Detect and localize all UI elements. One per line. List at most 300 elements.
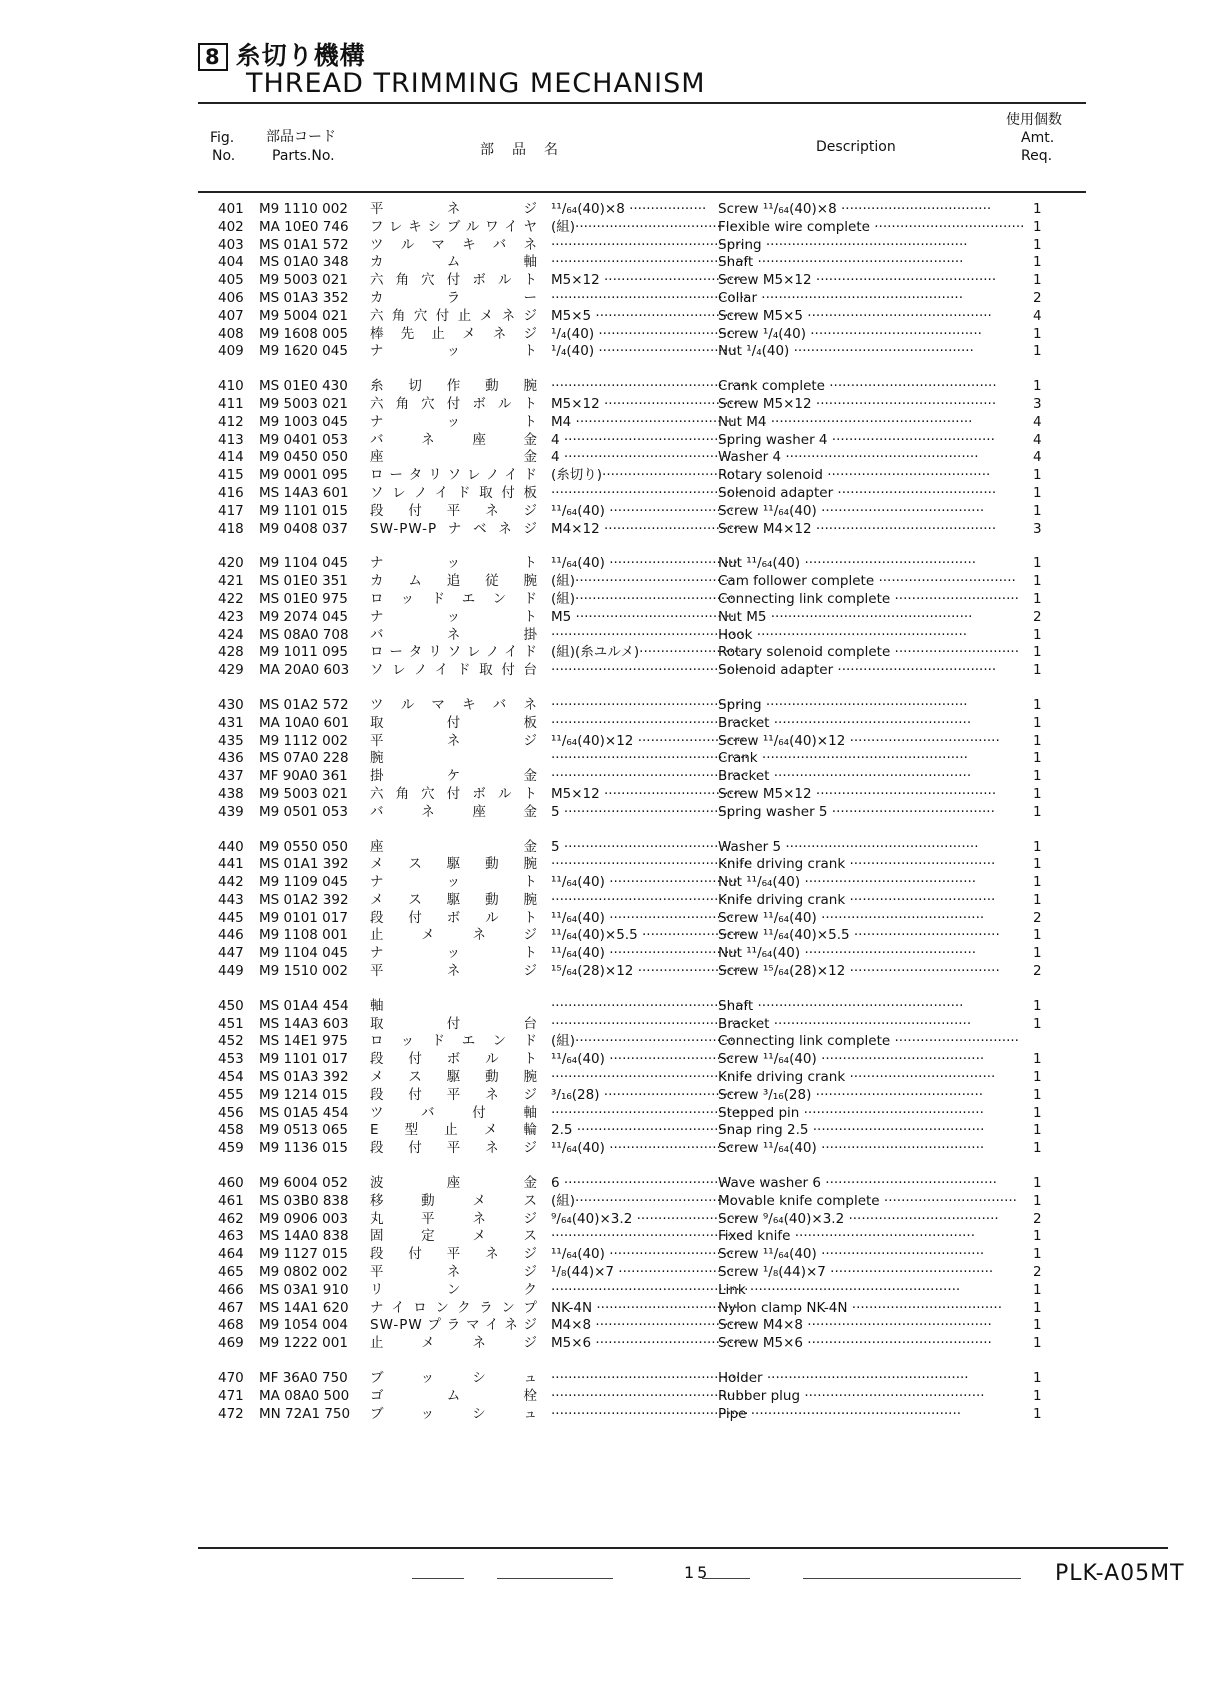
part-number: MS 01A3 352 — [259, 289, 349, 306]
description: Movable knife complete ······························· — [718, 1192, 1017, 1209]
description: Screw M4×8 ··········································· — [718, 1317, 992, 1334]
quantity: 2 — [1033, 909, 1042, 926]
row-group — [0, 697, 1222, 822]
quantity: 1 — [1033, 272, 1042, 289]
description: Screw M5×6 ··········································· — [718, 1335, 992, 1352]
table-row — [0, 1264, 1222, 1282]
spec: ·············································· — [551, 378, 749, 395]
fig-no: 422 — [218, 590, 244, 607]
part-number: MS 01A4 454 — [259, 997, 349, 1014]
part-number: M9 5003 021 — [259, 395, 348, 412]
description: Nut M5 ··············································· — [718, 608, 973, 625]
fig-no: 429 — [218, 662, 244, 679]
quantity: 1 — [1033, 1405, 1042, 1422]
row-group — [0, 998, 1222, 1158]
spec: ·············································· — [551, 1281, 749, 1298]
description: Screw ¹¹/₆₄(40) ······································ — [718, 1051, 985, 1068]
quantity: 1 — [1033, 1069, 1042, 1086]
table-row — [0, 503, 1222, 521]
table-row — [0, 1246, 1222, 1264]
part-name-jp: リンク — [370, 1281, 538, 1298]
fig-no: 403 — [218, 236, 244, 253]
description: Solenoid adapter ····································· — [718, 484, 997, 501]
description: Washer 4 ············································· — [718, 449, 979, 466]
table-row — [0, 1300, 1222, 1318]
description: Knife driving crank ·································· — [718, 1069, 996, 1086]
spec: ·············································· — [551, 1015, 749, 1032]
fig-no: 461 — [218, 1192, 244, 1209]
description: Screw ¹¹/₆₄(40) ······································ — [718, 1246, 985, 1263]
fig-no: 412 — [218, 413, 244, 430]
table-row — [0, 1406, 1222, 1424]
part-name-jp: 段付平ネジ — [370, 502, 538, 519]
table-row — [0, 1211, 1222, 1229]
part-number: MS 14A1 620 — [259, 1299, 349, 1316]
description: Nut ¹¹/₆₄(40) ········································ — [718, 945, 977, 962]
part-number: MA 20A0 603 — [259, 662, 350, 679]
quantity: 1 — [1033, 696, 1042, 713]
part-number: MS 01A2 392 — [259, 891, 349, 908]
table-row — [0, 326, 1222, 344]
description: Wave washer 6 ········································ — [718, 1175, 997, 1192]
part-number: MS 01A3 392 — [259, 1069, 349, 1086]
fig-no: 456 — [218, 1104, 244, 1121]
table-row — [0, 750, 1222, 768]
quantity: 1 — [1033, 997, 1042, 1014]
spec: ¹/₄(40) ································ — [551, 325, 736, 342]
part-number: M9 5003 021 — [259, 272, 348, 289]
part-number: MS 03B0 838 — [259, 1192, 349, 1209]
quantity: 1 — [1033, 768, 1042, 785]
quantity: 1 — [1033, 891, 1042, 908]
part-name-jp: ナット — [370, 413, 538, 430]
description: Bracket ·············································· — [718, 714, 972, 731]
table-row — [0, 449, 1222, 467]
quantity: 1 — [1033, 236, 1042, 253]
quantity: 1 — [1033, 1140, 1042, 1157]
spec: ·············································· — [551, 662, 749, 679]
part-name-jp: 取付台 — [370, 1015, 538, 1032]
row-group — [0, 555, 1222, 680]
description: Spring washer 5 ······································ — [718, 803, 995, 820]
description: Holder ··············································· — [718, 1370, 969, 1387]
quantity: 1 — [1033, 1299, 1042, 1316]
part-number: MS 01A0 348 — [259, 254, 349, 271]
spec: M5×12 ································ — [551, 272, 742, 289]
fig-no: 472 — [218, 1405, 244, 1422]
quantity: 4 — [1033, 449, 1042, 466]
part-name-jp: 平ネジ — [370, 732, 538, 749]
spec: 5 ······································· — [551, 838, 732, 855]
spec: (組)····································· — [551, 590, 734, 607]
description: Pipe ················································· — [718, 1405, 962, 1422]
fig-no: 416 — [218, 484, 244, 501]
part-name-jp: 軸 — [370, 997, 385, 1014]
fig-no: 411 — [218, 395, 244, 412]
spec: NK-4N ·································· — [551, 1299, 743, 1316]
part-number: MS 01E0 975 — [259, 590, 348, 607]
part-number: MS 01E0 430 — [259, 378, 348, 395]
part-number: M9 1136 015 — [259, 1140, 348, 1157]
quantity: 1 — [1033, 785, 1042, 802]
spec: ·············································· — [551, 484, 749, 501]
quantity: 1 — [1033, 1317, 1042, 1334]
fig-no: 407 — [218, 307, 244, 324]
spec: ·············································· — [551, 254, 749, 271]
part-name-jp: ブッシュ — [370, 1405, 538, 1422]
quantity: 2 — [1033, 289, 1042, 306]
table-row — [0, 768, 1222, 786]
part-number: M9 1108 001 — [259, 927, 348, 944]
fig-no: 428 — [218, 644, 244, 661]
fig-no: 436 — [218, 750, 244, 767]
part-name-jp: ナット — [370, 555, 538, 572]
part-name-jp: 六角穴付ボルト — [370, 785, 538, 802]
description: Connecting link complete ····························· — [718, 590, 1019, 607]
part-number: MF 36A0 750 — [259, 1370, 348, 1387]
fig-no: 402 — [218, 218, 244, 235]
table-row — [0, 432, 1222, 450]
spec: ·············································· — [551, 1104, 749, 1121]
fig-no: 450 — [218, 997, 244, 1014]
fig-no: 471 — [218, 1387, 244, 1404]
spec: ·············································· — [551, 750, 749, 767]
part-number: MS 03A1 910 — [259, 1281, 349, 1298]
description: Nut ¹¹/₆₄(40) ········································ — [718, 874, 977, 891]
part-number: M9 1003 045 — [259, 413, 348, 430]
section-number-box: 8 — [198, 43, 228, 71]
description: Spring ··············································· — [718, 236, 968, 253]
row-group — [0, 1370, 1222, 1423]
quantity: 1 — [1033, 573, 1042, 590]
description: Shaft ················································ — [718, 254, 964, 271]
quantity: 1 — [1033, 343, 1042, 360]
quantity: 1 — [1033, 1228, 1042, 1245]
description: Screw ¹¹/₆₄(40)×8 ··································· — [718, 201, 992, 217]
part-name-jp: 段付平ネジ — [370, 1086, 538, 1103]
description: Knife driving crank ·································· — [718, 891, 996, 908]
description: Screw M4×12 ·········································· — [718, 520, 997, 537]
part-name-jp: ナット — [370, 608, 538, 625]
table-row — [0, 485, 1222, 503]
table-row — [0, 1193, 1222, 1211]
spec: ¹¹/₆₄(40) ······························ — [551, 1140, 738, 1157]
table-row — [0, 609, 1222, 627]
spec: ·············································· — [551, 1228, 749, 1245]
part-number: M9 0001 095 — [259, 467, 348, 484]
part-name-jp: 平ネジ — [370, 1264, 538, 1281]
part-name-jp: ナット — [370, 343, 538, 360]
spec: ¹¹/₆₄(40)×5.5 ························ — [551, 927, 745, 944]
description: Screw M5×5 ··········································· — [718, 307, 992, 324]
quantity: 1 — [1033, 484, 1042, 501]
spec: M4×12 ································ — [551, 520, 742, 537]
col-parts-code-jp: 部品コード — [266, 129, 336, 145]
table-row — [0, 910, 1222, 928]
description: Stepped pin ·········································· — [718, 1104, 984, 1121]
spec: ·············································· — [551, 997, 749, 1014]
part-name-jp: 段付ボルト — [370, 1051, 538, 1068]
table-row — [0, 201, 1222, 219]
part-name-jp: ソレノイド取付板 — [370, 484, 538, 501]
description: Screw ¹/₈(44)×7 ······································ — [718, 1264, 994, 1281]
part-number: M9 1054 004 — [259, 1317, 348, 1334]
table-row — [0, 254, 1222, 272]
col-amt: Amt. — [1021, 130, 1055, 146]
part-number: M9 1101 017 — [259, 1051, 348, 1068]
part-name-jp: 座金 — [370, 838, 538, 855]
table-row — [0, 378, 1222, 396]
row-group — [0, 1175, 1222, 1353]
quantity: 1 — [1033, 1335, 1042, 1352]
fig-no: 468 — [218, 1317, 244, 1334]
spec: ¹¹/₆₄(40) ······························ — [551, 945, 738, 962]
description: Connecting link complete ····························· — [718, 1033, 1019, 1050]
part-number: MA 08A0 500 — [259, 1387, 350, 1404]
part-name-jp: カム追従腕 — [370, 573, 538, 590]
fig-no: 437 — [218, 768, 244, 785]
section-title-jp — [198, 36, 366, 72]
spec: ¹¹/₆₄(40) ······························ — [551, 1246, 738, 1263]
table-row — [0, 1282, 1222, 1300]
part-name-jp: ツバ付軸 — [370, 1104, 538, 1121]
table-row — [0, 856, 1222, 874]
spec: M4×8 ··································· — [551, 1317, 746, 1334]
table-row — [0, 733, 1222, 751]
description: Screw ¹/₄(40) ········································ — [718, 325, 982, 342]
part-number: M9 2074 045 — [259, 608, 348, 625]
fig-no: 443 — [218, 891, 244, 908]
part-name-jp: カラー — [370, 289, 538, 306]
spec: ·············································· — [551, 626, 749, 643]
part-number: M9 1510 002 — [259, 963, 348, 980]
part-name-jp: メス駆動腕 — [370, 856, 538, 873]
description: Screw ¹¹/₆₄(40)×12 ··································· — [718, 732, 1000, 749]
table-row — [0, 1140, 1222, 1158]
table-row — [0, 715, 1222, 733]
quantity: 1 — [1033, 803, 1042, 820]
spec: ·············································· — [551, 696, 749, 713]
table-row — [0, 874, 1222, 892]
part-number: M9 0906 003 — [259, 1210, 348, 1227]
spec: ·············································· — [551, 1387, 749, 1404]
table-row — [0, 308, 1222, 326]
part-number: MA 10A0 601 — [259, 714, 350, 731]
table-row — [0, 1175, 1222, 1193]
table-row — [0, 662, 1222, 680]
quantity: 1 — [1033, 856, 1042, 873]
table-row — [0, 272, 1222, 290]
fig-no: 423 — [218, 608, 244, 625]
fig-no: 453 — [218, 1051, 244, 1068]
part-name-jp: 六角穴付ボルト — [370, 395, 538, 412]
part-name-jp: ロッドエンド — [370, 1033, 538, 1050]
fig-no: 404 — [218, 254, 244, 271]
quantity: 3 — [1033, 520, 1042, 537]
fig-no: 410 — [218, 378, 244, 395]
part-name-jp: メス駆動腕 — [370, 1069, 538, 1086]
part-name-jp: ロッドエンド — [370, 590, 538, 607]
spec: M5×12 ································ — [551, 395, 742, 412]
table-row — [0, 237, 1222, 255]
part-name-jp: ナイロンクランプ — [370, 1299, 538, 1316]
quantity: 1 — [1033, 1175, 1042, 1192]
spec: ·············································· — [551, 768, 749, 785]
description: Link ················································· — [718, 1281, 961, 1298]
fig-no: 455 — [218, 1086, 244, 1103]
quantity: 2 — [1033, 608, 1042, 625]
row-group — [0, 839, 1222, 981]
part-number: MS 01A1 392 — [259, 856, 349, 873]
table-row — [0, 414, 1222, 432]
description: Bracket ·············································· — [718, 1015, 972, 1032]
table-row — [0, 591, 1222, 609]
model-number: PLK-A05MT — [1055, 1561, 1185, 1586]
part-name-jp: 段付平ネジ — [370, 1140, 538, 1157]
quantity: 1 — [1033, 750, 1042, 767]
quantity: 1 — [1033, 714, 1042, 731]
part-name-jp: SW-PW-Pナベネジ — [370, 520, 538, 537]
description: Rubber plug ·········································· — [718, 1387, 985, 1404]
part-number: M9 1608 005 — [259, 325, 348, 342]
description: Nut ¹¹/₆₄(40) ········································ — [718, 555, 977, 572]
part-number: M9 1104 045 — [259, 555, 348, 572]
spec: M5×12 ································ — [551, 785, 742, 802]
table-row — [0, 839, 1222, 857]
quantity: 3 — [1033, 395, 1042, 412]
part-number: M9 0550 050 — [259, 838, 348, 855]
table-row — [0, 927, 1222, 945]
table-row — [0, 697, 1222, 715]
section-title-en: THREAD TRIMMING MECHANISM — [246, 68, 706, 99]
part-name-jp: SW-PWプラマイネジ — [370, 1317, 538, 1334]
part-name-jp: ロータリソレノイド — [370, 644, 538, 661]
description: Rotary solenoid ······································ — [718, 467, 991, 484]
spec: ¹¹/₆₄(40) ······························ — [551, 909, 738, 926]
part-number: M9 1127 015 — [259, 1246, 348, 1263]
part-name-jp: 移動メス — [370, 1192, 538, 1209]
part-number: M9 1101 015 — [259, 502, 348, 519]
spec: (組)····································· — [551, 573, 734, 590]
table-row — [0, 573, 1222, 591]
part-name-jp: 糸切作動腕 — [370, 378, 538, 395]
quantity: 1 — [1033, 325, 1042, 342]
spec: ¹¹/₆₄(40) ······························ — [551, 555, 738, 572]
spec: M5×6 ··································· — [551, 1335, 746, 1352]
part-name-jp: カム軸 — [370, 254, 538, 271]
fig-no: 439 — [218, 803, 244, 820]
quantity: 1 — [1033, 1387, 1042, 1404]
quantity: 1 — [1033, 218, 1042, 235]
description: Screw ⁹/₆₄(40)×3.2 ··································· — [718, 1210, 999, 1227]
table-row — [0, 1388, 1222, 1406]
description: Screw ¹¹/₆₄(40) ······································ — [718, 502, 985, 519]
description: Bracket ·············································· — [718, 768, 972, 785]
col-qty-jp: 使用個数 — [1006, 112, 1062, 128]
spec: ·············································· — [551, 236, 749, 253]
spec: ¹/₄(40) ································ — [551, 343, 736, 360]
description: Spring ··············································· — [718, 696, 968, 713]
part-number: M9 1104 045 — [259, 945, 348, 962]
spec: ·············································· — [551, 1370, 749, 1387]
quantity: 1 — [1033, 555, 1042, 572]
quantity: 1 — [1033, 201, 1042, 217]
part-name-jp: ツルマキバネ — [370, 696, 538, 713]
part-number: MS 01E0 351 — [259, 573, 348, 590]
part-name-jp: ナット — [370, 945, 538, 962]
description: Screw ¹¹/₆₄(40) ······································ — [718, 1140, 985, 1157]
table-row — [0, 1016, 1222, 1034]
part-name-jp: ゴム栓 — [370, 1387, 538, 1404]
quantity: 1 — [1033, 838, 1042, 855]
spec: M5 ····································· — [551, 608, 735, 625]
spec: ¹¹/₆₄(40) ······························ — [551, 1051, 738, 1068]
part-number: M9 0408 037 — [259, 520, 348, 537]
part-number: M9 1620 045 — [259, 343, 348, 360]
fig-no: 446 — [218, 927, 244, 944]
fig-no: 460 — [218, 1175, 244, 1192]
part-number: MA 10E0 746 — [259, 218, 349, 235]
footer-dash — [702, 1578, 750, 1579]
description: Snap ring 2.5 ········································ — [718, 1122, 985, 1139]
fig-no: 409 — [218, 343, 244, 360]
part-name-jp: ロータリソレノイド — [370, 467, 538, 484]
part-number: MS 01A2 572 — [259, 696, 349, 713]
header-top-rule — [198, 102, 1086, 104]
spec: ·············································· — [551, 1069, 749, 1086]
table-row — [0, 1228, 1222, 1246]
table-row — [0, 555, 1222, 573]
fig-no: 441 — [218, 856, 244, 873]
spec: ¹¹/₆₄(40) ······························ — [551, 874, 738, 891]
fig-no: 445 — [218, 909, 244, 926]
spec: 5 ······································· — [551, 803, 732, 820]
fig-no: 405 — [218, 272, 244, 289]
part-number: M9 0401 053 — [259, 431, 348, 448]
description: Crank ················································ — [718, 750, 968, 767]
spec: 4 ······································· — [551, 449, 732, 466]
quantity: 1 — [1033, 1370, 1042, 1387]
header-bottom-rule — [198, 191, 1086, 193]
part-number: M9 0501 053 — [259, 803, 348, 820]
fig-no: 401 — [218, 201, 244, 217]
spec: (組)····································· — [551, 218, 734, 235]
part-name-jp: ブッシュ — [370, 1370, 538, 1387]
quantity: 1 — [1033, 254, 1042, 271]
footer-dash — [803, 1578, 1021, 1579]
table-row — [0, 786, 1222, 804]
description: Collar ··············································· — [718, 289, 963, 306]
description: Washer 5 ············································· — [718, 838, 979, 855]
part-number: MS 14A3 603 — [259, 1015, 349, 1032]
fig-no: 406 — [218, 289, 244, 306]
part-number: M9 0101 017 — [259, 909, 348, 926]
part-name-jp: 座金 — [370, 449, 538, 466]
description: Crank complete ······································· — [718, 378, 997, 395]
fig-no: 431 — [218, 714, 244, 731]
part-name-jp: メス駆動腕 — [370, 891, 538, 908]
spec: ¹¹/₆₄(40)×12 ························· — [551, 732, 745, 749]
spec: (組)····································· — [551, 1033, 734, 1050]
fig-no: 418 — [218, 520, 244, 537]
part-number: M9 1214 015 — [259, 1086, 348, 1103]
table-row — [0, 627, 1222, 645]
part-name-jp: 六角穴付ボルト — [370, 272, 538, 289]
quantity: 1 — [1033, 626, 1042, 643]
col-description: Description — [816, 139, 896, 155]
part-name-jp: ツルマキバネ — [370, 236, 538, 253]
fig-no: 415 — [218, 467, 244, 484]
